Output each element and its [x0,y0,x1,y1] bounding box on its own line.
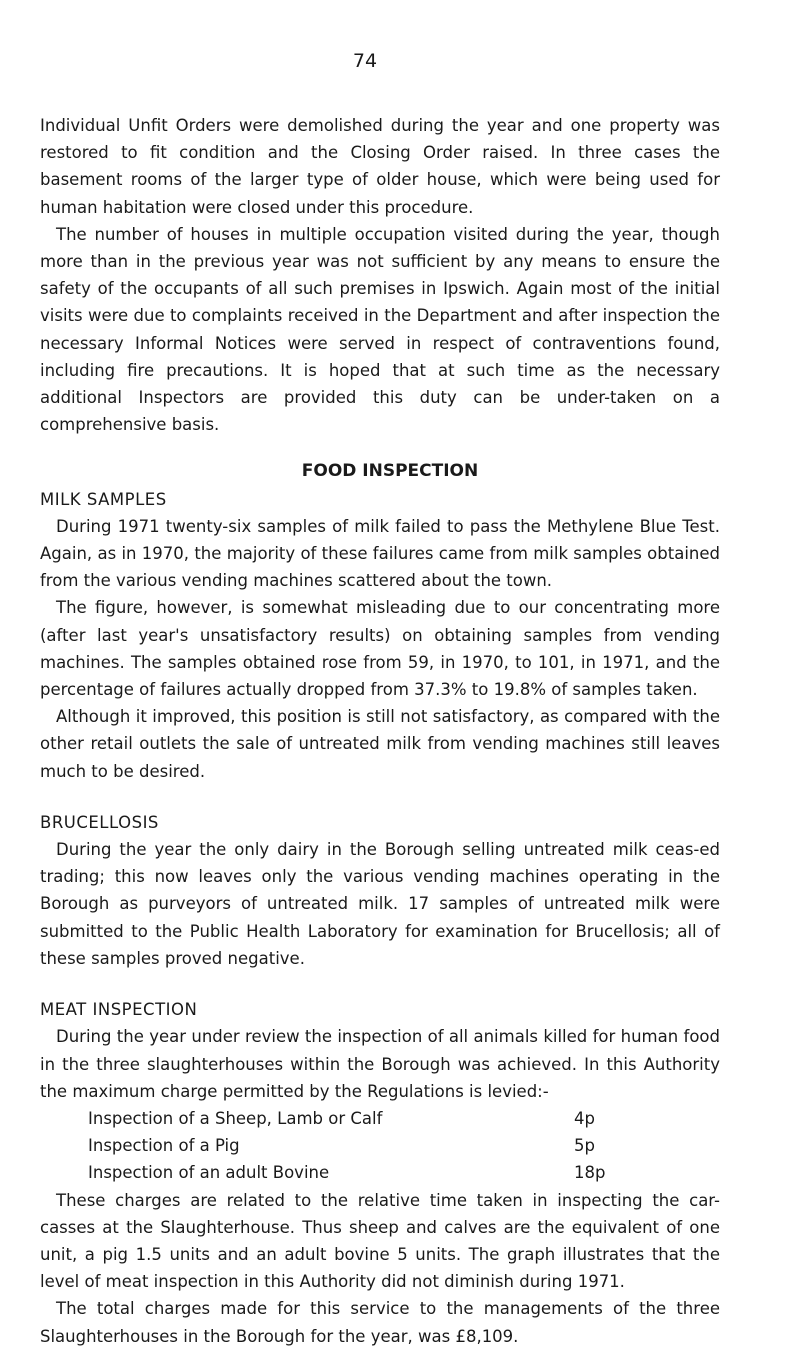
milk-samples-heading: MILK SAMPLES [40,489,167,509]
page-body [40,112,720,1350]
meat-intro-paragraph: During the year under review the inspection of all animals killed for human food in the three slaughterhouses within the Borough was achieved. In this Authority the maximum charge permitted by the Regulations is levied:- [40,1027,720,1101]
intro-paragraph-2: The number of houses in multiple occupation visited during the year, though more than in the previous year was not sufficient by any means to ensure the safety of the occupants of all such premises in Ipswich. Again most of the initial visits were due to complaints received in the Department and after inspection the necessary Informal Notices were served in respect of contraventions found, including fire precautions. It is hoped that at such time as the necessary additional Inspectors are provided this duty can be under-taken on a comprehensive basis. [40,224,720,435]
charge-value: 5p [574,1136,595,1156]
charge-row [40,1105,720,1132]
food-inspection-heading: FOOD INSPECTION [301,461,479,482]
brucellosis-heading: BRUCELLOSIS [40,812,159,832]
charge-row [40,1159,720,1186]
section-gap [40,785,720,809]
milk-paragraph-3: Although it improved, this position is still not satisfactory, as compared with the other retail outlets the sale of untreated milk from vending machines still leaves much to be desired. [40,707,720,781]
intro-paragraph-1: Individual Unfit Orders were demolished during the year and one property was restored to fit condition and the Closing Order raised. In three cases the basement rooms of the larger type of older house, which were being used for human habitation were closed under this procedure. [40,116,720,217]
charge-label: Inspection of a Pig [88,1136,240,1156]
charge-row [40,1132,720,1159]
meat-inspection-heading: MEAT INSPECTION [40,1000,198,1020]
milk-paragraph-2: The figure, however, is somewhat misleading due to our concentrating more (after last year's unsatisfactory results) on obtaining samples from vending machines. The samples obtained rose from 59, in 1970, to 101, in 1971, and the percentage of failures actually dropped from 37.3% to 19.8% of samples taken. [40,598,720,700]
charge-value: 4p [574,1108,595,1128]
section-gap [40,972,720,996]
charge-label: Inspection of an adult Bovine [88,1163,330,1183]
inspection-charges-list [40,1105,720,1187]
charge-value: 18p [574,1163,606,1183]
milk-paragraph-1: During 1971 twenty-six samples of milk failed to pass the Methylene Blue Test. Again, as in 1970, the majority of these failures came from milk samples obtained from the various vending machines scattered about the town. [40,516,720,591]
brucellosis-paragraph: During the year the only dairy in the Borough selling untreated milk ceas-ed trading; this now leaves only the various vending machines operating in the Borough as purveyors of untreated milk. 17 samples of untreated milk were submitted to the Public Health Laboratory for examination for Brucellosis; all of these samples proved negative. [40,840,720,968]
page-number: 74 [352,50,378,72]
charge-label: Inspection of a Sheep, Lamb or Calf [88,1108,383,1128]
meat-paragraph-2: The total charges made for this service to the managements of the three Slaughterhouses in the Borough for the year, was £8,109. [40,1299,720,1346]
meat-paragraph-1: These charges are related to the relative time taken in inspecting the car-casses at the Slaughterhouse. Thus sheep and calves are the equivalent of one unit, a pig 1.5 units and an adult bovine 5 units. The graph illustrates that the level of meat inspection in this Authority did not diminish during 1971. [40,1190,720,1292]
